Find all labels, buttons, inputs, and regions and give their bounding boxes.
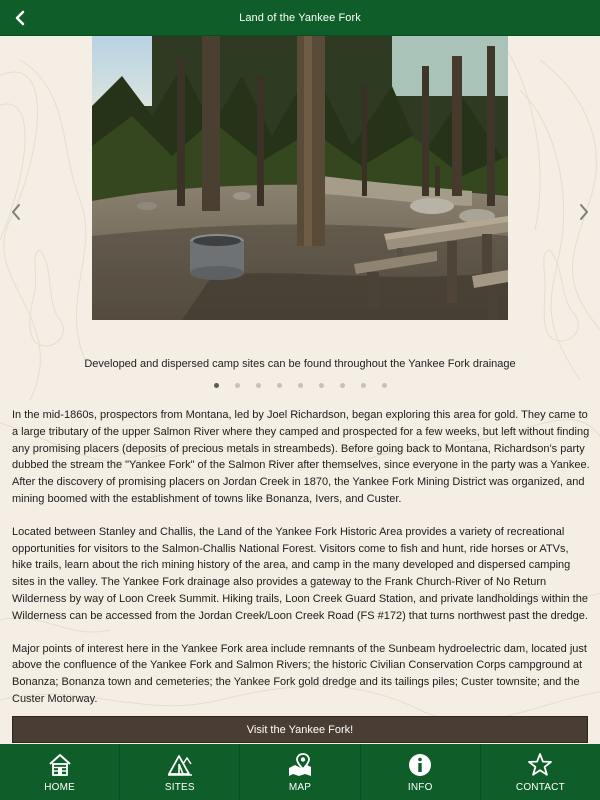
tent-icon — [167, 752, 193, 778]
tab-sites-label: SITES — [164, 782, 195, 793]
tab-home[interactable] — [0, 744, 120, 800]
tab-contact[interactable] — [481, 744, 600, 800]
carousel-dot[interactable] — [214, 383, 219, 388]
bottom-tab-bar — [0, 744, 600, 800]
chevron-left-icon — [13, 10, 27, 26]
app-header — [0, 0, 600, 36]
back-button[interactable] — [6, 4, 34, 32]
tab-map-label: MAP — [288, 782, 312, 793]
carousel-caption: Developed and dispersed camp sites can be found throughout the Yankee Fork drainage — [84, 358, 516, 370]
tab-info-label: INFO — [407, 782, 433, 793]
carousel-photo[interactable] — [92, 36, 508, 320]
carousel-dot[interactable] — [319, 383, 324, 388]
carousel-prev-button[interactable] — [6, 200, 26, 224]
tab-map[interactable] — [240, 744, 360, 800]
carousel-dot[interactable] — [277, 383, 282, 388]
visit-yankee-fork-button[interactable] — [12, 716, 588, 743]
cabin-icon — [47, 752, 73, 778]
carousel-dot[interactable] — [340, 383, 345, 388]
visit-button-label: Visit the Yankee Fork! — [246, 723, 354, 736]
tab-contact-label: CONTACT — [515, 782, 565, 793]
map-pin-icon — [287, 752, 313, 778]
carousel-dot[interactable] — [256, 383, 261, 388]
chevron-right-icon — [578, 203, 590, 221]
article-body — [12, 407, 590, 724]
carousel-dot[interactable] — [361, 383, 366, 388]
star-icon — [527, 752, 553, 778]
info-icon — [407, 752, 433, 778]
article-paragraph: Major points of interest here in the Yankee Fork area include remnants of the Sunbeam hydroelectric dam, located just above the confluence of the Yankee Fork and Salmon Rivers; the historic Civilian Conservation Corps campground at Bonanza; Bonanza town and cemeteries; the Yankee Fork gold dredge and its tailings piles; Custer townsite; and the Custer Motorway. — [12, 642, 587, 705]
tab-sites[interactable] — [120, 744, 240, 800]
carousel-page-indicator — [0, 383, 600, 388]
tab-home-label: HOME — [44, 782, 75, 793]
carousel-dot[interactable] — [298, 383, 303, 388]
tab-info[interactable] — [361, 744, 481, 800]
carousel-dot[interactable] — [382, 383, 387, 388]
carousel-next-button[interactable] — [574, 200, 594, 224]
campsite-photo — [92, 36, 508, 320]
carousel-dot[interactable] — [235, 383, 240, 388]
page-title: Land of the Yankee Fork — [239, 11, 361, 24]
chevron-left-icon — [10, 203, 22, 221]
article-paragraph: In the mid-1860s, prospectors from Montana, led by Joel Richardson, began exploring this area for gold. They came to a large tributary of the upper Salmon River where they camped and prospected for a few weeks, but left without finding any promising placers (deposits of precious metals in streambeds). Before going back to Montana, Richardson’s party dubbed the stream the "Yankee Fork" of the Salmon River after themselves, since everyone in the party was a Yankee. After the discovery of promising placers on Jordan Creek in 1870, the Yankee Fork Mining District was organized, and mining boomed with the establishment of towns like Bonanza, Ivers, and Custer. — [12, 409, 590, 505]
article-paragraph: Located between Stanley and Challis, the Land of the Yankee Fork Historic Area provides a variety of recreational opportunities for visitors to the Salmon-Challis National Forest. Visitors come to fish and hunt, ride horses or ATVs, hike trails, learn about the rich mining history of the area, and camp in the many developed and dispersed camping sites in the valley. The Yankee Fork drainage also provides a gateway to the Frank Church-River of No Return Wilderness by way of Loon Creek Summit. Hiking trails, Loon Creek Guard Station, and private landholdings within the Wilderness can be accessed from the Jordan Creek/Loon Creek Road (FS #172) that turns northwest past the dredge. — [12, 525, 588, 622]
